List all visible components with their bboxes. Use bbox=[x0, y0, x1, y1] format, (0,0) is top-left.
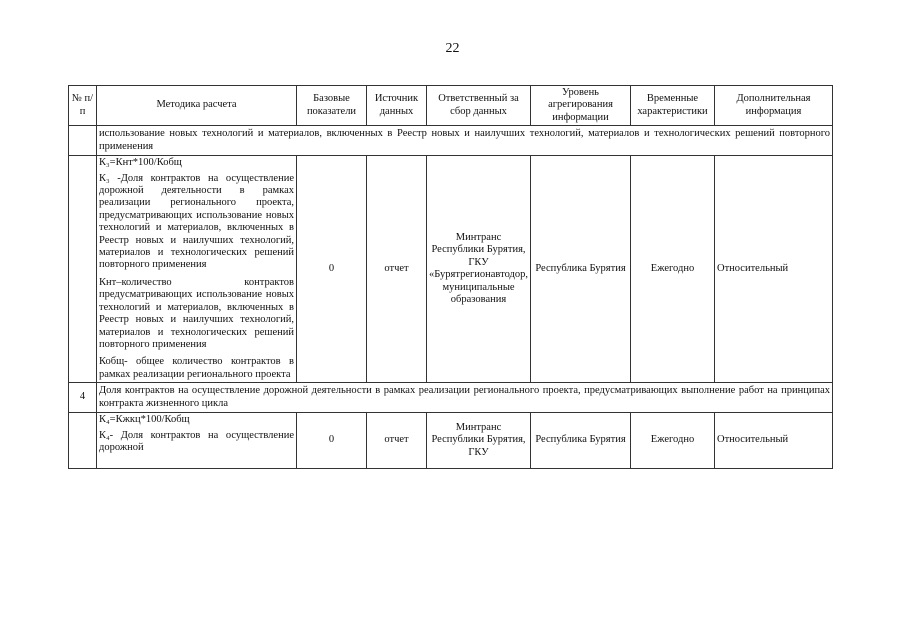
row3-responsible: Минтранс Республики Бурятия, ГКУ «Бурятрегионавтодор, муниципальные образования bbox=[427, 156, 531, 383]
continuation-row bbox=[69, 126, 833, 156]
table-row bbox=[69, 156, 833, 383]
row4-source: отчет bbox=[367, 413, 427, 469]
continuation-num bbox=[69, 126, 97, 156]
row3-level: Республика Бурятия bbox=[531, 156, 631, 383]
row4-base: 0 bbox=[297, 413, 367, 469]
row3-definition-1: К₃ -Доля контрактов на осуществление дорожной деятельности в рамках реализации регионального проекта, предусматривающих использование новых технологий и материалов, включенных в Реестр новых и наилучших технологий, материалов и технологических решений повторного применения bbox=[99, 172, 294, 271]
header-source: Источник данных bbox=[367, 86, 427, 126]
header-base: Базовые показатели bbox=[297, 86, 367, 126]
row4-num: 4 bbox=[69, 383, 97, 413]
indicator-table bbox=[68, 85, 833, 469]
table-row bbox=[69, 383, 833, 413]
header-method: Методика расчета bbox=[97, 86, 297, 126]
header-level: Уровень агрегирования информации bbox=[531, 86, 631, 126]
header-responsible: Ответственный за сбор данных bbox=[427, 86, 531, 126]
row4-extra: Относительный bbox=[715, 413, 833, 469]
header-extra: Дополнительная информация bbox=[715, 86, 833, 126]
row3-definition-2: Кнт–количество контрактов предусматривающих использование новых технологий и материалов, включенных в Реестр новых и наилучших технологий, материалов и технологических решений повторного применения bbox=[99, 276, 294, 350]
row3-definition-3: Кобщ- общее количество контрактов в рамках реализации регионального проекта bbox=[99, 356, 294, 380]
row4-title: Доля контрактов на осуществление дорожной деятельности в рамках реализации регионального проекта, предусматривающих выполнение работ на принципах контракта жизненного цикла bbox=[97, 383, 833, 413]
row3-time: Ежегодно bbox=[631, 156, 715, 383]
row3-num bbox=[69, 156, 97, 383]
row3-base: 0 bbox=[297, 156, 367, 383]
header-time: Временные характеристики bbox=[631, 86, 715, 126]
page-number: 22 bbox=[445, 41, 460, 56]
row4-num-empty bbox=[69, 413, 97, 469]
row4-method bbox=[97, 413, 297, 469]
row3-method bbox=[97, 156, 297, 383]
row4-responsible: Минтранс Республики Бурятия, ГКУ bbox=[427, 413, 531, 469]
row4-definition-1: К₄- Доля контрактов на осуществление дорожной bbox=[99, 429, 294, 453]
row3-formula: К₃=Кнт*100/Кобщ bbox=[99, 157, 182, 169]
row3-extra: Относительный bbox=[715, 156, 833, 383]
row4-formula: К₄=Кжкц*100/Кобщ bbox=[99, 414, 190, 426]
row4-level: Республика Бурятия bbox=[531, 413, 631, 469]
continuation-text: использование новых технологий и материалов, включенных в Реестр новых и наилучших технологий, материалов и технологических решений повторного применения bbox=[97, 126, 833, 156]
row4-time: Ежегодно bbox=[631, 413, 715, 469]
row3-source: отчет bbox=[367, 156, 427, 383]
header-row bbox=[69, 86, 833, 126]
header-num: № п/п bbox=[69, 86, 97, 126]
table-row bbox=[69, 413, 833, 469]
